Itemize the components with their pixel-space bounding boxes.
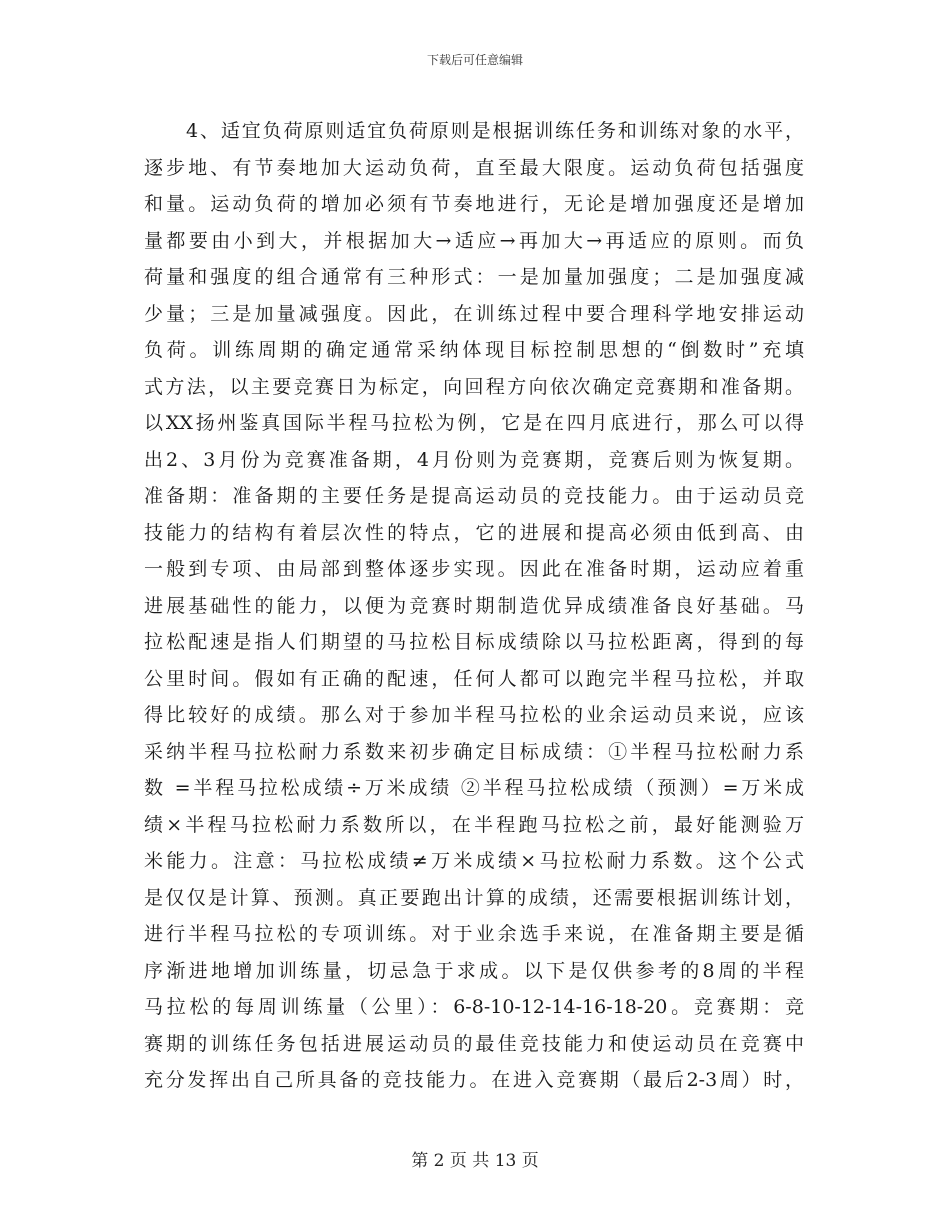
text-line: 荷量和强度的组合通常有三种形式：一是加量加强度；二是加强度减 (144, 266, 804, 288)
text-line: 少量；三是加量减强度。因此，在训练过程中要合理科学地安排运动 (144, 302, 804, 325)
text-line: 技能力的结构有着层次性的特点，它的进展和提高必须由低到高、由 (144, 521, 804, 544)
text-line: 4、适宜负荷原则适宜负荷原则是根据训练任务和训练对象的水平， (186, 120, 804, 142)
text-line: 出2、3月份为竞赛准备期，4月份则为竞赛期，竞赛后则为恢复期。 (144, 448, 804, 471)
text-line: 赛期的训练任务包括进展运动员的最佳竞技能力和使运动员在竞赛中 (144, 1032, 804, 1055)
text-line: 逐步地、有节奏地加大运动负荷，直至最大限度。运动负荷包括强度 (144, 156, 804, 179)
body-text (144, 113, 804, 1099)
text-line: 拉松配速是指人们期望的马拉松目标成绩除以马拉松距离，得到的每 (144, 631, 804, 653)
text-line: 得比较好的成绩。那么对于参加半程马拉松的业余运动员来说，应该 (144, 704, 804, 726)
text-line: 准备期：准备期的主要任务是提高运动员的竞技能力。由于运动员竞 (144, 485, 804, 507)
text-line: 进行半程马拉松的专项训练。对于业余选手来说，在准备期主要是循 (144, 923, 804, 945)
page-header: 下载后可任意编辑 (426, 53, 523, 67)
text-line: 数 =半程马拉松成绩÷万米成绩 ②半程马拉松成绩（预测）=万米成 (144, 777, 804, 799)
text-line: 公里时间。假如有正确的配速，任何人都可以跑完半程马拉松，并取 (144, 667, 804, 690)
text-line: 量都要由小到大，并根据加大→适应→再加大→再适应的原则。而负 (144, 229, 804, 252)
text-line: 负荷。训练周期的确定通常采纳体现目标控制思想的“倒数时”充填 (144, 339, 804, 361)
text-line: 马拉松的每周训练量（公里）：6-8-10-12-14-16-18-20。竞赛期：竞 (144, 996, 804, 1018)
text-line: 式方法，以主要竞赛日为标定，向回程方向依次确定竞赛期和准备期。 (144, 375, 804, 398)
text-line: 序渐进地增加训练量，切忌急于求成。以下是仅供参考的8周的半程 (144, 959, 804, 982)
text-line: 绩×半程马拉松耐力系数所以，在半程跑马拉松之前，最好能测验万 (144, 813, 804, 836)
text-line: 以XX扬州鉴真国际半程马拉松为例，它是在四月底进行，那么可以得 (144, 412, 804, 434)
text-line: 是仅仅是计算、预测。真正要跑出计算的成绩，还需要根据训练计划， (144, 886, 804, 909)
text-line: 和量。运动负荷的增加必须有节奏地进行，无论是增加强度还是增加 (144, 193, 804, 215)
text-line: 采纳半程马拉松耐力系数来初步确定目标成绩：①半程马拉松耐力系 (144, 740, 804, 763)
text-line: 米能力。注意：马拉松成绩≠万米成绩×马拉松耐力系数。这个公式 (144, 850, 804, 872)
page-footer: 第 2 页 共 13 页 (411, 1151, 539, 1171)
text-line: 进展基础性的能力，以便为竞赛时期制造优异成绩准备良好基础。马 (144, 594, 804, 617)
text-line: 充分发挥出自己所具备的竞技能力。在进入竞赛期（最后2-3周）时， (144, 1069, 804, 1091)
text-line: 一般到专项、由局部到整体逐步实现。因此在准备时期，运动应着重 (144, 558, 804, 580)
